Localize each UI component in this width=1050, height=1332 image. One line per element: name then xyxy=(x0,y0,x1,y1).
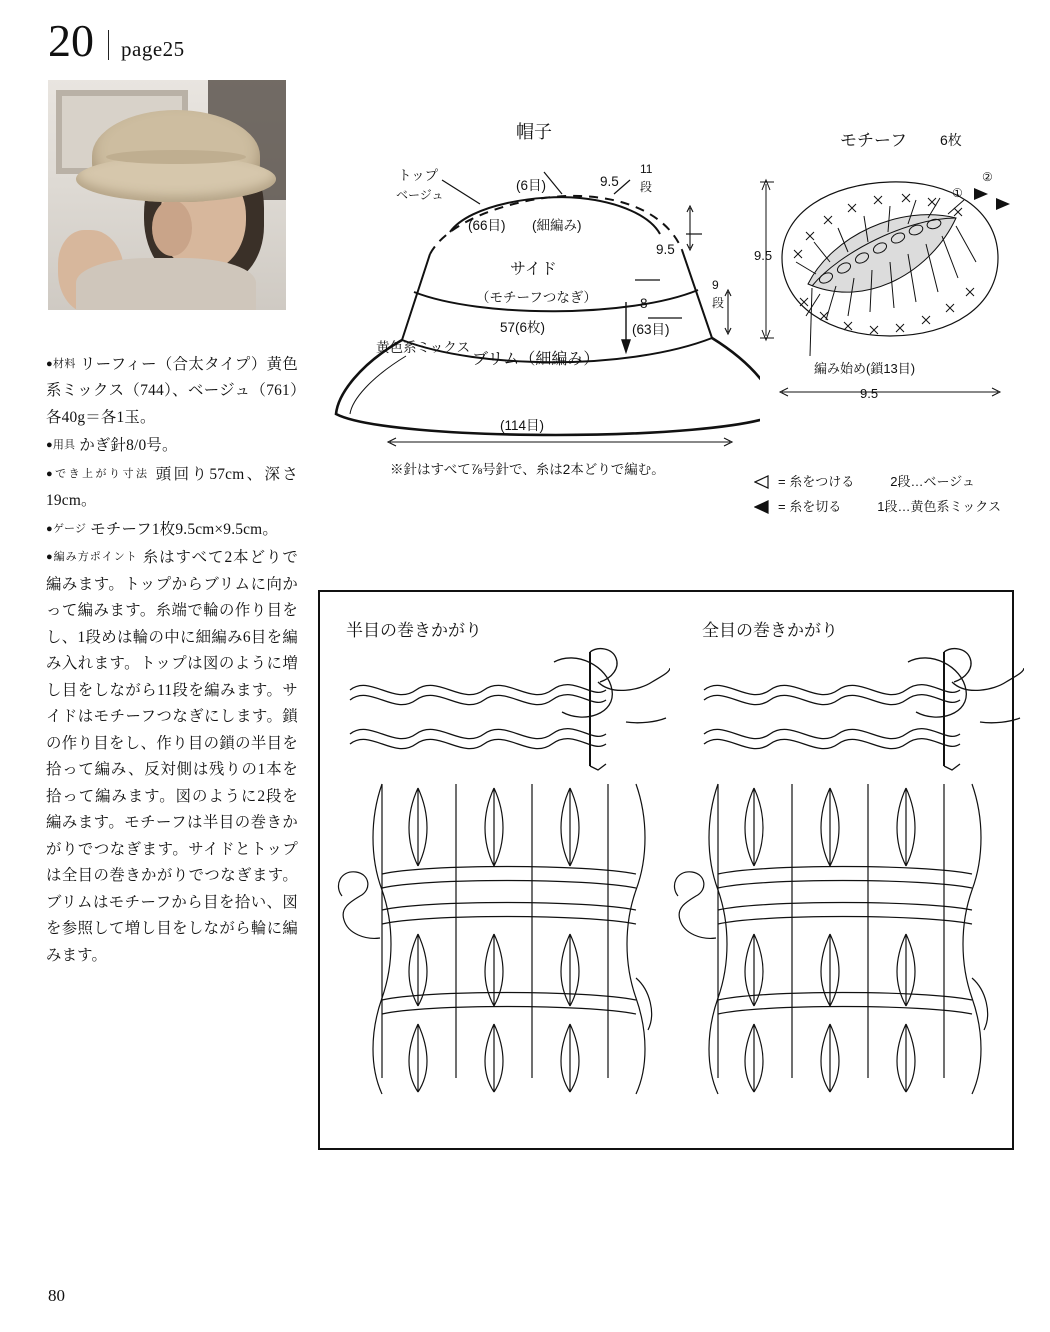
materials-label: ●材料 xyxy=(46,358,76,370)
full-stitch-swatch xyxy=(672,778,1002,1098)
hat-side-count: 57(6枚) xyxy=(500,320,546,335)
motif-round-2-mark: ② xyxy=(982,170,993,184)
motif-quantity: 6枚 xyxy=(940,132,962,148)
legend-attach-label: = 糸をつける xyxy=(778,474,855,489)
header-divider xyxy=(108,30,109,60)
half-stitch-swatch xyxy=(336,778,666,1098)
hat-measure-95-side: 9.5 xyxy=(656,242,675,257)
folio-page-number: 80 xyxy=(48,1286,65,1305)
half-stitch-title: 半目の巻きかがり xyxy=(346,621,482,640)
legend-row-cut xyxy=(754,495,1001,520)
motif-width-dimension: 9.5 xyxy=(860,386,879,401)
hat-brim-114-stitches: (114目) xyxy=(500,418,545,433)
hat-side-type: （モチーフつなぎ） xyxy=(476,290,597,305)
photo-hat-band xyxy=(106,150,246,164)
point-label: ●編み方ポイント xyxy=(46,551,138,564)
gauge-paragraph xyxy=(46,517,298,543)
full-stitch-title: 全目の巻きかがり xyxy=(702,621,838,640)
motif-round-1-mark: ① xyxy=(952,186,963,200)
hat-yarn-mix: 黄色系ミックス xyxy=(376,340,471,355)
gauge-label: ●ゲージ xyxy=(46,522,87,535)
hat-rows-9-unit: 段 xyxy=(712,296,725,310)
size-label: ●でき上がり寸法 xyxy=(46,467,150,480)
hat-top-color: ベージュ xyxy=(396,188,444,202)
symbol-legend xyxy=(754,470,1001,519)
hat-top-66-stitches: (66目) xyxy=(468,218,506,233)
hat-top-label: トップ xyxy=(398,168,439,183)
model-photo xyxy=(48,80,286,310)
full-stitch-illustration xyxy=(694,638,1024,788)
materials-paragraph xyxy=(46,352,298,431)
tools-label: ●用具 xyxy=(46,439,76,452)
point-text: 糸はすべて2本どりで編みます。トップからブリムに向かって編みます。糸端で輪の作り目をし、1段めは輪の中に細編み6目を編み入れます。トップは図のように増し目をしながら11段を編みます。サイドはモチーフつなぎにします。鎖の作り目をし、作り目の鎖の半目を拾って編み、反対側は残りの1本を拾って編みます。図のように2段を編みます。モチーフは半目の巻きかがりでつなぎます。サイドとトップは全目の巻きかがりでつなぎます。ブリムはモチーフから目を拾い、図を参照して増し目をしながら輪に編みます。 xyxy=(46,549,298,964)
hat-side-label: サイド xyxy=(510,261,557,278)
materials-text: リーフィー（合太タイプ）黄色系ミックス（744）、ベージュ（761）各40g＝各1玉。 xyxy=(46,356,298,426)
motif-height-dimension: 9.5 xyxy=(754,248,773,263)
size-text: 頭回り57cm、深さ19cm。 xyxy=(46,465,298,510)
needle-note: ※針はすべて⅞号針で、糸は2本どりで編む。 xyxy=(390,462,665,477)
page-header xyxy=(48,15,185,66)
hat-brim-label: ブリム（細編み） xyxy=(472,351,600,368)
hat-rows-9: 9 xyxy=(712,278,719,292)
hat-top-6-stitches: (6目) xyxy=(516,178,546,193)
gauge-text: モチーフ1枚9.5cm×9.5cm。 xyxy=(90,520,278,538)
tools-paragraph xyxy=(46,433,298,459)
legend-row-attach xyxy=(754,470,1001,495)
motif-schematic xyxy=(760,166,1020,416)
hat-brim-63-stitches: (63目) xyxy=(632,322,670,337)
hat-measure-8: 8 xyxy=(640,296,648,311)
size-paragraph xyxy=(46,462,298,515)
legend-row1-color: 1段…黄色系ミックス xyxy=(877,498,1002,514)
half-stitch-illustration xyxy=(340,638,670,788)
motif-start-label: 編み始め(鎖13目) xyxy=(814,361,916,376)
technique-panel xyxy=(318,590,1014,1150)
hat-diagram-title: 帽子 xyxy=(516,122,552,142)
motif-diagram-title: モチーフ xyxy=(840,131,908,150)
page-reference: page25 xyxy=(121,37,185,61)
pattern-number: 20 xyxy=(48,15,94,66)
attach-yarn-icon xyxy=(754,475,770,489)
cut-yarn-icon xyxy=(754,500,770,514)
hat-rows-unit: 段 xyxy=(640,180,653,194)
point-paragraph xyxy=(46,545,298,969)
photo-cheek xyxy=(152,200,192,256)
hat-rows-11: 11 xyxy=(640,162,653,176)
legend-cut-label: = 糸を切る xyxy=(778,498,842,514)
instructions-column xyxy=(46,352,298,971)
tools-text: かぎ針8/0号。 xyxy=(79,437,178,455)
hat-measure-95-top: 9.5 xyxy=(600,174,619,189)
photo-body xyxy=(76,258,256,310)
legend-row2-color: 2段…ベージュ xyxy=(890,474,975,489)
hat-top-stitch-type: (細編み) xyxy=(532,218,582,233)
